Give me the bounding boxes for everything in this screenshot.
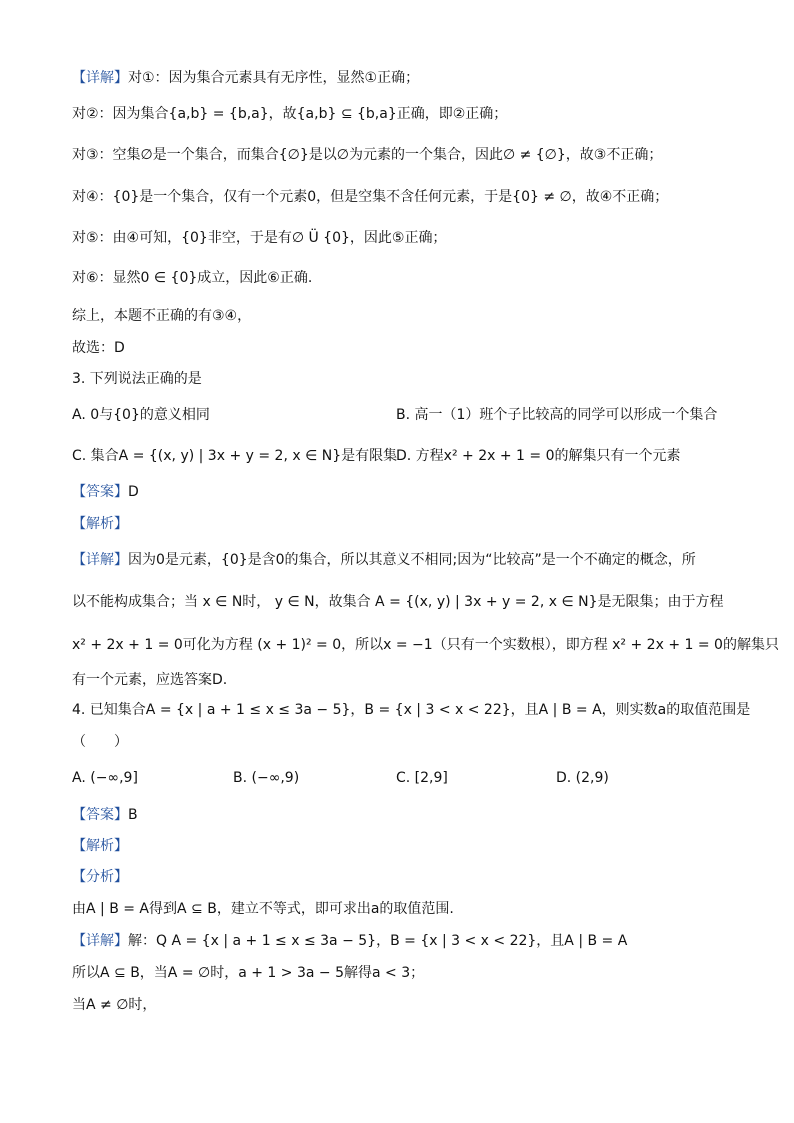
- q3-detail-line: [72, 635, 779, 655]
- line-text: 对④：{0}是一个集合，仅有一个元素0，但是空集不含任何元素，于是{0} ≠ ∅，故④不正确；: [72, 189, 669, 205]
- line-text: 对①：因为集合元素具有无序性，显然①正确；: [128, 70, 420, 86]
- line-text: 对⑤：由④可知，{0}非空，于是有∅ Ü {0}，因此⑤正确；: [72, 230, 447, 246]
- fenxi-label: 【分析】: [72, 869, 128, 885]
- q4-option-b: B. (−∞,9): [233, 770, 300, 786]
- q4-option-c: C. [2,9]: [396, 770, 448, 786]
- question-3-stem: [72, 369, 202, 389]
- text-line: [72, 104, 507, 124]
- q4-answer: [72, 805, 138, 825]
- q4-analysis: [72, 836, 128, 856]
- detail-label: 【详解】: [72, 552, 128, 568]
- q3-detail-line: [72, 592, 724, 612]
- line-text: 解：Q A = {x | a + 1 ≤ x ≤ 3a − 5}，B = {x | 3 < x < 22}，且A | B = A: [128, 933, 628, 949]
- answer-label: 【答案】: [72, 807, 128, 823]
- line-text: 故选：D: [72, 340, 125, 356]
- line-text: 对②：因为集合{a,b} = {b,a}，故{a,b} ⊆ {b,a}正确，即②正确；: [72, 106, 508, 122]
- analysis-label: 【解析】: [72, 838, 128, 854]
- line-text: 对③：空集∅是一个集合，而集合{∅}是以∅为元素的一个集合，因此∅ ≠ {∅}，故③不正确；: [72, 147, 663, 163]
- question-4-paren: [72, 732, 128, 752]
- text-line: [72, 187, 668, 207]
- analysis-label: 【解析】: [72, 516, 128, 532]
- line-text: 当A ≠ ∅时，: [72, 997, 157, 1013]
- text-line: [72, 338, 125, 358]
- line-text: （ ）: [72, 734, 128, 750]
- q4-detail-line: [72, 963, 424, 983]
- answer-label: 【答案】: [72, 484, 128, 500]
- q3-detail-line: [72, 550, 696, 570]
- line-text: 因为0是元素，{0}是含0的集合，所以其意义不相同;因为“比较高”是一个不确定的概念，所: [128, 552, 696, 568]
- q3-option-a: A. 0与{0}的意义相同: [72, 407, 210, 423]
- q4-option-a: A. (−∞,9]: [72, 770, 138, 786]
- answer-value: B: [128, 807, 138, 823]
- line-text: 对⑥：显然0 ∈ {0}成立，因此⑥正确.: [72, 270, 313, 286]
- q3-option-c: C. 集合A = {(x, y) | 3x + y = 2, x ∈ N}是有限集: [72, 448, 398, 464]
- text-line: [72, 68, 419, 88]
- detail-label: 【详解】: [72, 70, 128, 86]
- q4-fenxi: [72, 867, 128, 887]
- q4-fenxi-text: [72, 899, 454, 919]
- line-text: 综上，本题不正确的有③④，: [72, 308, 252, 324]
- text-line: [72, 306, 251, 326]
- q3-option-d: D. 方程x² + 2x + 1 = 0的解集只有一个元素: [396, 448, 681, 464]
- line-text: 以不能构成集合；当 x ∈ N时， y ∈ N，故集合 A = {(x, y) | 3x + y = 2, x ∈ N}是无限集；由于方程: [72, 594, 724, 610]
- q4-detail-line: [72, 995, 156, 1015]
- q3-option-b: B. 高一（1）班个子比较高的同学可以形成一个集合: [396, 407, 718, 423]
- q4-detail-line: [72, 931, 627, 951]
- q3-analysis: [72, 514, 128, 534]
- line-text: 4. 已知集合A = {x | a + 1 ≤ x ≤ 3a − 5}，B = {x | 3 < x < 22}，且A | B = A，则实数a的取值范围是: [72, 702, 751, 718]
- line-text: 有一个元素，应选答案D.: [72, 672, 228, 688]
- q3-answer: [72, 482, 139, 502]
- question-4-stem: [72, 700, 750, 720]
- text-line: [72, 145, 662, 165]
- line-text: 由A | B = A得到A ⊆ B，建立不等式，即可求出a的取值范围.: [72, 901, 454, 917]
- detail-label: 【详解】: [72, 933, 128, 949]
- line-text: x² + 2x + 1 = 0可化为方程 (x + 1)² = 0，所以x = −1（只有一个实数根），即方程 x² + 2x + 1 = 0的解集只: [72, 637, 779, 653]
- line-text: 3. 下列说法正确的是: [72, 371, 202, 387]
- q4-option-d: D. (2,9): [556, 770, 609, 786]
- text-line: [72, 228, 446, 248]
- line-text: 所以A ⊆ B，当A = ∅时，a + 1 > 3a − 5解得a < 3；: [72, 965, 425, 981]
- text-line: [72, 268, 312, 288]
- answer-value: D: [128, 484, 139, 500]
- q3-detail-line: [72, 670, 227, 690]
